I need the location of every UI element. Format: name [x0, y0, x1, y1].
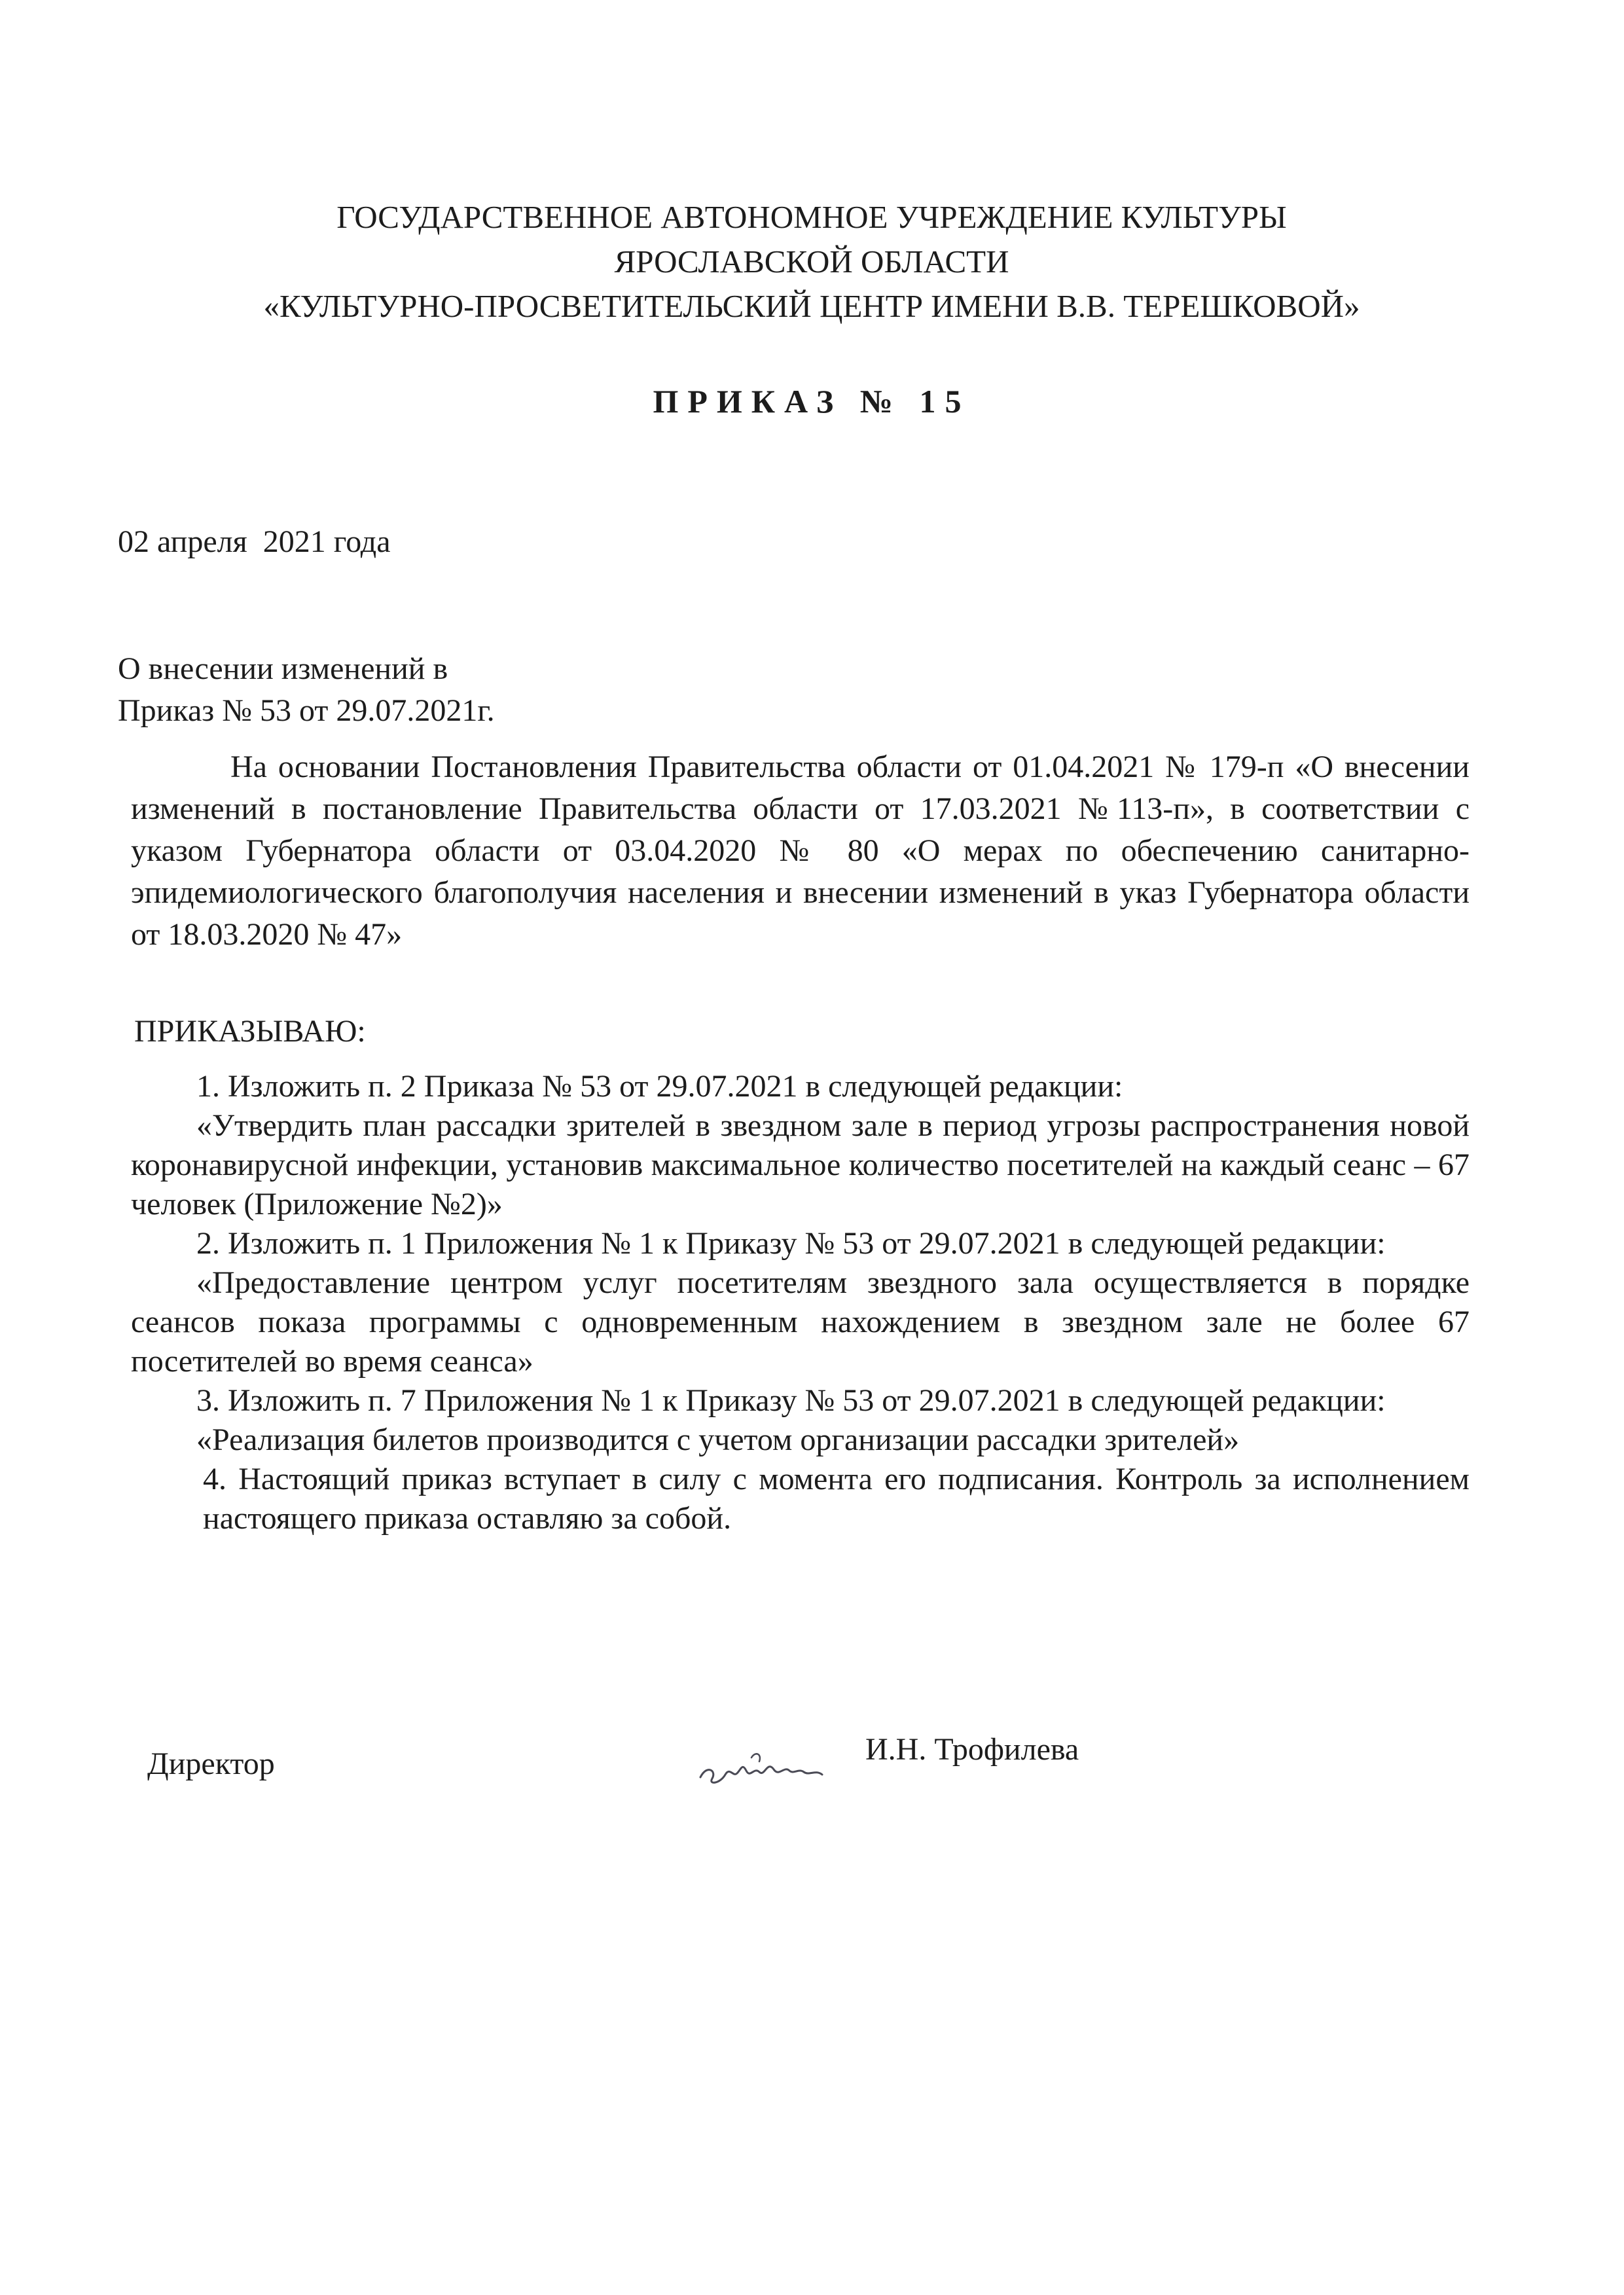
- header-line-2: ЯРОСЛАВСКОЙ ОБЛАСТИ: [614, 244, 1009, 280]
- signature-block: [0, 1731, 1624, 1810]
- item-2-quote: «Предоставление центром услуг посетителям звездного зала осуществляется в порядке сеансов показа программы с одновременным нахождением в звездном зале не более 67 посетителей во время сеанса»: [131, 1265, 1470, 1379]
- order-subject: [118, 648, 495, 732]
- signatory-name: И.Н. Трофилева: [865, 1732, 1079, 1767]
- order-items: [131, 1067, 1470, 1538]
- subject-line-1: О внесении изменений в: [118, 651, 448, 686]
- item-3-quote: «Реализация билетов производится с учетом организации рассадки зрителей»: [196, 1422, 1240, 1457]
- basis-paragraph: На основании Постановления Правительства области от 01.04.2021 № 179-п «О внесении изменений в постановление Правительства области от 17.03.2021 №113-п», в соответствии с указом Губернатора области от 03.04.2020 № 80 «О мерах по обеспечению санитарно-эпидемиологического благополучия населения и внесении изменений в указ Губернатора области от 18.03.2020 № 47»: [131, 750, 1470, 952]
- order-title: ПРИКАЗ № 15: [653, 383, 971, 420]
- signatory-title: Директор: [147, 1746, 275, 1781]
- subject-line-2: Приказ № 53 от 29.07.2021г.: [118, 693, 495, 728]
- item-1-quote: «Утвердить план рассадки зрителей в звездном зале в период угрозы распространения новой коронавирусной инфекции, установив максимальное количество посетителей на каждый сеанс – 67 человек (Приложение №2)»: [131, 1108, 1470, 1221]
- item-3: 3. Изложить п. 7 Приложения № 1 к Приказу № 53 от 29.07.2021 в следующей редакции:: [196, 1383, 1386, 1418]
- organization-header: [98, 195, 1525, 329]
- order-directive: ПРИКАЗЫВАЮ:: [134, 1014, 366, 1049]
- handwritten-signature: [694, 1731, 838, 1803]
- item-4: 4. Настоящий приказ вступает в силу с момента его подписания. Контроль за исполнением настоящего приказа оставляю за собой.: [203, 1462, 1470, 1536]
- item-2: 2. Изложить п. 1 Приложения № 1 к Приказу № 53 от 29.07.2021 в следующей редакции:: [196, 1226, 1386, 1261]
- header-line-1: ГОСУДАРСТВЕННОЕ АВТОНОМНОЕ УЧРЕЖДЕНИЕ КУЛЬТУРЫ: [336, 199, 1287, 235]
- header-line-3: «КУЛЬТУРНО-ПРОСВЕТИТЕЛЬСКИЙ ЦЕНТР ИМЕНИ В.В. ТЕРЕШКОВОЙ»: [263, 288, 1360, 324]
- order-date: 02 апреля 2021 года: [118, 524, 391, 559]
- item-1: 1. Изложить п. 2 Приказа № 53 от 29.07.2021 в следующей редакции:: [196, 1069, 1123, 1104]
